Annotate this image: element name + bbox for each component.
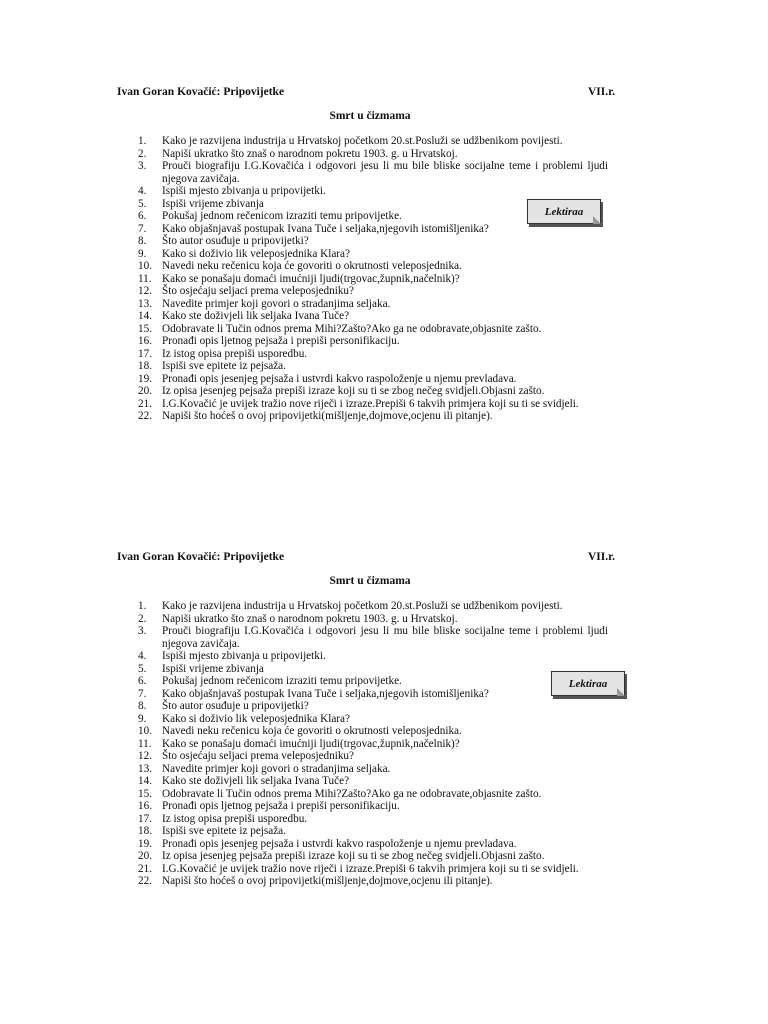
question-item: 22. Napiši što hoćeš o ovoj pripovijetki(mišljenje,dojmove,ocjenu ili pitanje). (138, 410, 493, 422)
question-item: 21. I.G.Kovačić je uvijek tražio nove riječi i izraze.Prepiši 6 takvih primjera koji su ti se svidjeli. (138, 862, 579, 875)
question-item: 6. Pokušaj jednom rečenicom izraziti temu pripovijetke. (138, 675, 402, 687)
question-item: 22. Napiši što hoćeš o ovoj pripovijetki(mišljenje,dojmove,ocjenu ili pitanje). (138, 875, 493, 887)
question-item: 13. Navedite primjer koji govori o stradanjima seljaka. (138, 762, 391, 775)
header-author-title: Ivan Goran Kovačić: Pripovijetke (117, 86, 285, 98)
question-item: 1. Kako je razvijena industrija u Hrvatskoj početkom 20.st.Posluži se udžbenikom povijesti. (138, 135, 563, 147)
question-item: 6. Pokušaj jednom rečenicom izraziti temu pripovijetke. (138, 210, 402, 222)
question-item: 16. Pronađi opis ljetnog pejsaža i prepiši personifikaciju. (138, 800, 400, 812)
question-item: 7. Kako objašnjavaš postupak Ivana Tuče i seljaka,njegovih istomišljenika? (138, 222, 489, 235)
question-item: 15. Odobravate li Tučin odnos prema Mihi?Zašto?Ako ga ne odobravate,objasnite zašto. (138, 787, 542, 800)
header-grade: VII.r. (588, 551, 616, 563)
question-item: 9. Kako si doživio lik veleposjednika Klara? (138, 712, 350, 725)
question-item: 5. Ispiši vrijeme zbivanja (138, 662, 264, 675)
question-item: 19. Pronađi opis jesenjeg pejsaža i ustvrdi kakvo raspoloženje u njemu prevladava. (138, 372, 517, 385)
question-list (138, 600, 608, 888)
question-item: 11. Kako se ponašaju domaći imućniji ljudi(trgovac,župnik,načelnik)? (138, 272, 460, 285)
question-item: 17. Iz istog opisa prepiši usporedbu. (138, 347, 308, 360)
worksheet-title: Smrt u čizmama (329, 110, 411, 122)
question-item: 14. Kako ste doživjeli lik seljaka Ivana Tuče? (138, 310, 350, 322)
question-item: 20. Iz opisa jesenjeg pejsaža prepiši izraze koji su ti se zbog nečeg svidjeli.Objasni zašto. (138, 850, 545, 862)
page-curl-icon (593, 216, 601, 224)
question-item: 15. Odobravate li Tučin odnos prema Mihi?Zašto?Ako ga ne odobravate,objasnite zašto. (138, 322, 542, 335)
header-author-title: Ivan Goran Kovačić: Pripovijetke (117, 551, 285, 563)
header-grade: VII.r. (588, 86, 616, 98)
question-item: 3. Prouči biografiju I.G.Kovačića i odgovori jesu li mu bile bliske socijalne teme i problemi ljudi njegova zavičaja. (138, 160, 608, 185)
lektira-badge (527, 199, 601, 224)
lektira-label: Lektiraa (544, 205, 584, 218)
question-item: 19. Pronađi opis jesenjeg pejsaža i ustvrdi kakvo raspoloženje u njemu prevladava. (138, 837, 517, 850)
question-item: 2. Napiši ukratko što znaš o narodnom pokretu 1903. g. u Hrvatskoj. (138, 612, 458, 625)
question-item: 9. Kako si doživio lik veleposjednika Klara? (138, 247, 350, 260)
question-item: 10. Navedi neku rečenicu koja će govoriti o okrutnosti veleposjednika. (138, 260, 462, 272)
question-item: 12. Što osjećaju seljaci prema veleposjedniku? (138, 285, 354, 297)
page-curl-icon (617, 688, 625, 696)
question-item: 8. Što autor osuđuje u pripovijetki? (138, 700, 309, 712)
question-item: 10. Navedi neku rečenicu koja će govoriti o okrutnosti veleposjednika. (138, 725, 462, 737)
question-item: 16. Pronađi opis ljetnog pejsaža i prepiši personifikaciju. (138, 335, 400, 347)
question-item: 12. Što osjećaju seljaci prema veleposjedniku? (138, 750, 354, 762)
question-item: 2. Napiši ukratko što znaš o narodnom pokretu 1903. g. u Hrvatskoj. (138, 147, 458, 160)
question-item: 3. Prouči biografiju I.G.Kovačića i odgovori jesu li mu bile bliske socijalne teme i problemi ljudi njegova zavičaja. (138, 625, 608, 650)
question-item: 13. Navedite primjer koji govori o stradanjima seljaka. (138, 297, 391, 310)
question-item: 20. Iz opisa jesenjeg pejsaža prepiši izraze koji su ti se zbog nečeg svidjeli.Objasni zašto. (138, 385, 545, 397)
question-item: 21. I.G.Kovačić je uvijek tražio nove riječi i izraze.Prepiši 6 takvih primjera koji su ti se svidjeli. (138, 397, 579, 410)
question-list (138, 135, 608, 423)
question-item: 4. Ispiši mjesto zbivanja u pripovijetki. (138, 185, 326, 197)
question-item: 7. Kako objašnjavaš postupak Ivana Tuče i seljaka,njegovih istomišljenika? (138, 687, 489, 700)
question-item: 4. Ispiši mjesto zbivanja u pripovijetki. (138, 650, 326, 662)
question-item: 5. Ispiši vrijeme zbivanja (138, 197, 264, 210)
question-item: 18. Ispiši sve epitete iz pejsaža. (138, 825, 286, 837)
lektira-badge (551, 671, 625, 696)
worksheet-title: Smrt u čizmama (329, 575, 411, 587)
question-item: 14. Kako ste doživjeli lik seljaka Ivana Tuče? (138, 775, 350, 787)
question-item: 17. Iz istog opisa prepiši usporedbu. (138, 812, 308, 825)
question-item: 1. Kako je razvijena industrija u Hrvatskoj početkom 20.st.Posluži se udžbenikom povijesti. (138, 600, 563, 612)
question-item: 11. Kako se ponašaju domaći imućniji ljudi(trgovac,župnik,načelnik)? (138, 737, 460, 750)
lektira-label: Lektiraa (568, 677, 608, 690)
question-item: 8. Što autor osuđuje u pripovijetki? (138, 235, 309, 247)
question-item: 18. Ispiši sve epitete iz pejsaža. (138, 360, 286, 372)
